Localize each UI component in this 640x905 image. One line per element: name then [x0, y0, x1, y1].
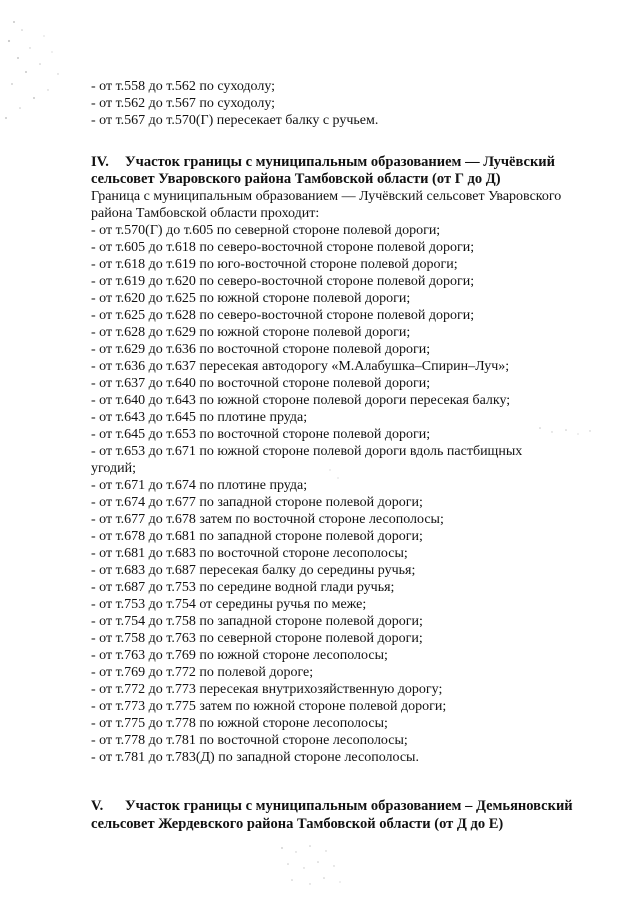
section-iv-title-line1: Участок границы с муниципальным образованием — Лучёвский [125, 154, 556, 170]
section-v-title-line2: сельсовет Жердевского района Тамбовской области (от Д до Е) [91, 816, 504, 832]
section-v-title-line1: Участок границы с муниципальным образованием – Демьяновский [125, 798, 573, 814]
boundary-item: - от т.645 до т.653 по восточной стороне полевой дороги; [91, 427, 431, 442]
boundary-item: - от т.781 до т.783(Д) по западной стороне лесополосы. [91, 750, 419, 765]
boundary-item: - от т.625 до т.628 по северо-восточной стороне полевой дороги; [91, 308, 475, 323]
section-iv-intro-line2: района Тамбовской области проходит: [91, 206, 320, 221]
boundary-item: - от т.681 до т.683 по восточной стороне лесополосы; [91, 546, 408, 561]
boundary-item: - от т.562 до т.567 по суходолу; [91, 96, 276, 111]
section-iv-title-line2: сельсовет Уваровского района Тамбовской области (от Г до Д) [91, 171, 501, 187]
boundary-item: - от т.567 до т.570(Г) пересекает балку с ручьем. [91, 113, 379, 128]
boundary-item: - от т.778 до т.781 по восточной стороне лесополосы; [91, 733, 408, 748]
boundary-item: - от т.620 до т.625 по южной стороне полевой дороги; [91, 291, 411, 306]
boundary-item: - от т.619 до т.620 по северо-восточной стороне полевой дороги; [91, 274, 475, 289]
boundary-item: - от т.570(Г) до т.605 по северной стороне полевой дороги; [91, 223, 441, 238]
boundary-item: - от т.677 до т.678 затем по восточной стороне лесополосы; [91, 512, 444, 527]
boundary-item: - от т.636 до т.637 пересекая автодорогу «М.Алабушка–Спирин–Луч»; [91, 359, 510, 374]
boundary-item: - от т.628 до т.629 по южной стороне полевой дороги; [91, 325, 411, 340]
boundary-item: - от т.772 до т.773 пересекая внутрихозяйственную дорогу; [91, 682, 443, 697]
section-v-number: V. [91, 798, 104, 814]
section-iv-intro-line1: Граница с муниципальным образованием — Лучёвский сельсовет Уваровского [91, 189, 562, 204]
boundary-item: - от т.678 до т.681 по западной стороне полевой дороги; [91, 529, 423, 544]
boundary-item: - от т.683 до т.687 пересекая балку до середины ручья; [91, 563, 416, 578]
boundary-item: - от т.618 до т.619 по юго-восточной стороне полевой дороги; [91, 257, 458, 272]
section-iv-number: IV. [91, 154, 109, 170]
boundary-item: - от т.758 до т.763 по северной стороне полевой дороги; [91, 631, 423, 646]
boundary-item: - от т.775 до т.778 по южной стороне лесополосы; [91, 716, 388, 731]
boundary-item: - от т.773 до т.775 затем по южной стороне полевой дороги; [91, 699, 447, 714]
boundary-item: - от т.558 до т.562 по суходолу; [91, 79, 276, 94]
boundary-item: - от т.754 до т.758 по западной стороне полевой дороги; [91, 614, 423, 629]
boundary-item: - от т.763 до т.769 по южной стороне лесополосы; [91, 648, 388, 663]
boundary-item: - от т.671 до т.674 по плотине пруда; [91, 478, 308, 493]
section-iv-title [91, 154, 555, 170]
section-v-title [91, 798, 573, 814]
boundary-item: - от т.637 до т.640 по восточной стороне полевой дороги; [91, 376, 431, 391]
boundary-item: - от т.687 до т.753 по середине водной глади ручья; [91, 580, 395, 595]
boundary-item: - от т.753 до т.754 от середины ручья по меже; [91, 597, 367, 612]
boundary-item-continuation: угодий; [91, 461, 136, 476]
boundary-item: - от т.653 до т.671 по южной стороне полевой дороги вдоль пастбищных [91, 444, 523, 459]
boundary-item: - от т.643 до т.645 по плотине пруда; [91, 410, 308, 425]
boundary-item: - от т.605 до т.618 по северо-восточной стороне полевой дороги; [91, 240, 475, 255]
boundary-item: - от т.629 до т.636 по восточной стороне полевой дороги; [91, 342, 431, 357]
boundary-item: - от т.674 до т.677 по западной стороне полевой дороги; [91, 495, 423, 510]
boundary-item: - от т.640 до т.643 по южной стороне полевой дороги пересекая балку; [91, 393, 511, 408]
boundary-item: - от т.769 до т.772 по полевой дороге; [91, 665, 314, 680]
